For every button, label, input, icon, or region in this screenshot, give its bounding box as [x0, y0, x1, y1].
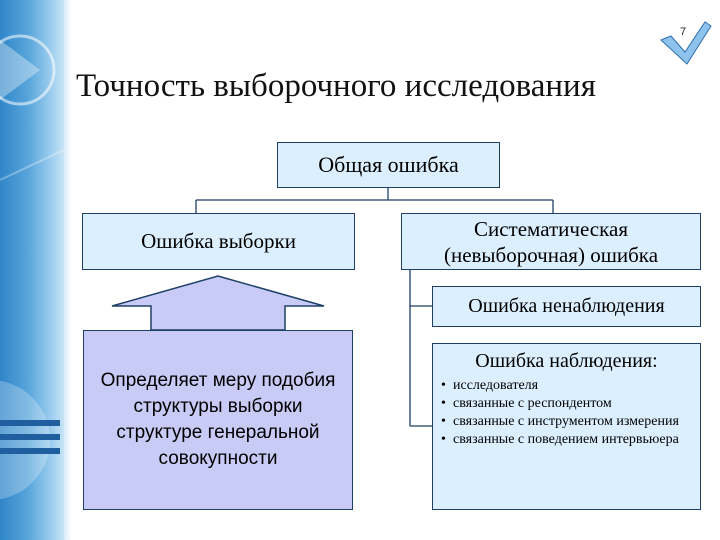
non-observation-error-box	[432, 286, 701, 327]
general-error-label: Общая ошибка	[318, 152, 459, 177]
systematic-error-line1: Систематическая	[473, 216, 628, 241]
definition-line4: совокупности	[158, 448, 278, 469]
list-item: • исследователя	[441, 377, 692, 395]
definition-line3: структуре генеральной	[116, 422, 320, 443]
page-title: Точность выборочного исследования	[76, 68, 596, 104]
observation-error-title: Ошибка наблюдения:	[475, 350, 658, 372]
non-observation-error-label: Ошибка ненаблюдения	[468, 295, 665, 317]
up-arrow	[112, 276, 324, 330]
general-error-box	[277, 142, 500, 188]
observation-error-box	[432, 343, 701, 510]
slide-number: 7	[680, 26, 687, 38]
definition-box	[83, 330, 353, 510]
definition-line2: структуры выборки	[133, 396, 303, 417]
systematic-error-line2: (невыборочная) ошибка	[443, 242, 659, 267]
sample-error-label: Ошибка выборки	[141, 229, 296, 253]
definition-line1: Определяет меру подобия	[100, 370, 336, 391]
sample-error-box	[82, 213, 355, 270]
observation-error-list	[441, 377, 692, 449]
list-item: • связанные с инструментом измерения	[441, 413, 692, 431]
list-item: • связанные с респондентом	[441, 395, 692, 413]
list-item: • связанные с поведением интервьюера	[441, 431, 692, 449]
systematic-error-box	[401, 213, 701, 270]
